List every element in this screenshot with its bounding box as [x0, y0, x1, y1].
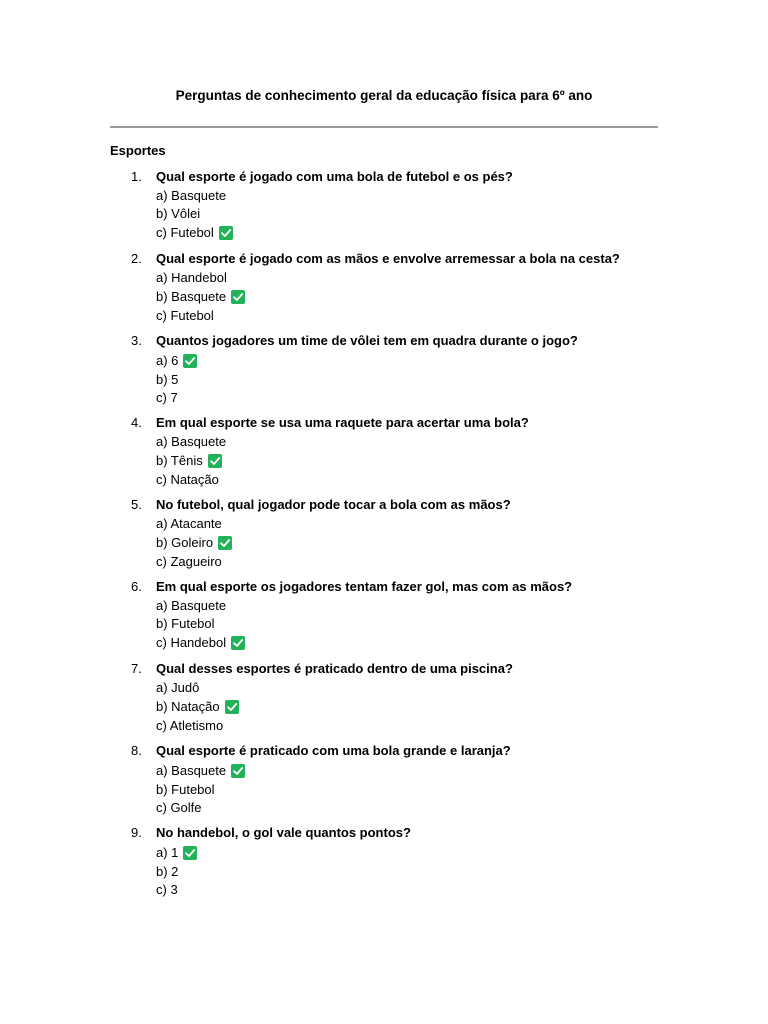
answer-option [156, 351, 197, 371]
answer-option-label: a) Handebol [156, 270, 227, 285]
answer-option [156, 371, 197, 389]
question-number: 7. [131, 661, 142, 676]
answer-option-label: b) Futebol [156, 782, 215, 797]
answer-option-label: b) Futebol [156, 616, 215, 631]
question-list [0, 168, 768, 906]
answer-option [156, 287, 245, 307]
question-number: 9. [131, 825, 142, 840]
answer-option [156, 697, 239, 717]
answer-option-label: a) Basquete [156, 434, 227, 449]
answer-options [156, 515, 232, 571]
question-item [0, 660, 768, 742]
answer-option [156, 307, 245, 325]
answer-option-label: b) 5 [156, 372, 179, 387]
answer-option [156, 515, 232, 533]
answer-option-label: b) Goleiro [156, 535, 214, 550]
answer-option [156, 863, 197, 881]
answer-option-label: b) Natação [156, 699, 220, 714]
question-text: No futebol, qual jogador pode tocar a bola com as mãos? [156, 497, 511, 512]
answer-options [156, 187, 233, 243]
answer-option [156, 679, 239, 697]
section-heading: Esportes [110, 143, 166, 158]
answer-options [156, 843, 197, 899]
answer-option-label: c) Atletismo [156, 718, 224, 733]
question-number: 5. [131, 497, 142, 512]
question-number: 1. [131, 169, 142, 184]
answer-option-label: a) 1 [156, 845, 179, 860]
answer-option-label: b) Basquete [156, 289, 227, 304]
answer-option [156, 615, 245, 633]
answer-option-label: a) 6 [156, 353, 179, 368]
answer-option [156, 781, 245, 799]
answer-option [156, 223, 233, 243]
check-mark-icon [231, 290, 245, 304]
answer-option [156, 269, 245, 287]
check-mark-icon [208, 454, 222, 468]
answer-option-label: b) Vôlei [156, 206, 201, 221]
check-mark-icon [183, 846, 197, 860]
answer-option [156, 205, 233, 223]
question-text: Qual desses esportes é praticado dentro de uma piscina? [156, 661, 513, 676]
question-text: Em qual esporte se usa uma raquete para acertar uma bola? [156, 415, 529, 430]
check-mark-icon [231, 636, 245, 650]
question-text: Quantos jogadores um time de vôlei tem em quadra durante o jogo? [156, 333, 578, 348]
answer-option-label: a) Basquete [156, 188, 227, 203]
answer-option [156, 761, 245, 781]
answer-option-label: c) Futebol [156, 308, 214, 323]
answer-option [156, 533, 232, 553]
question-number: 3. [131, 333, 142, 348]
answer-options [156, 269, 245, 325]
answer-option-label: c) Golfe [156, 800, 202, 815]
answer-option-label: a) Atacante [156, 516, 222, 531]
question-number: 2. [131, 251, 142, 266]
answer-options [156, 761, 245, 817]
question-text: Em qual esporte os jogadores tentam fazer gol, mas com as mãos? [156, 579, 573, 594]
question-item [0, 250, 768, 332]
answer-option [156, 471, 226, 489]
answer-option-label: a) Judô [156, 680, 200, 695]
answer-option [156, 389, 197, 407]
answer-option-label: c) Zagueiro [156, 554, 222, 569]
question-item [0, 742, 768, 824]
answer-option [156, 799, 245, 817]
answer-option [156, 597, 245, 615]
check-mark-icon [219, 226, 233, 240]
title-divider [110, 126, 658, 128]
question-item [0, 578, 768, 660]
answer-options [156, 351, 197, 407]
question-item [0, 824, 768, 906]
question-number: 6. [131, 579, 142, 594]
answer-options [156, 597, 245, 653]
answer-option [156, 843, 197, 863]
answer-option-label: c) 3 [156, 882, 178, 897]
question-item [0, 168, 768, 250]
answer-option-label: a) Basquete [156, 598, 227, 613]
question-text: Qual esporte é praticado com uma bola grande e laranja? [156, 743, 511, 758]
answer-option [156, 717, 239, 735]
question-text: No handebol, o gol vale quantos pontos? [156, 825, 411, 840]
answer-option-label: c) Natação [156, 472, 219, 487]
answer-option [156, 433, 226, 451]
answer-option-label: b) 2 [156, 864, 179, 879]
answer-option [156, 187, 233, 205]
question-number: 4. [131, 415, 142, 430]
answer-option [156, 881, 197, 899]
answer-option [156, 553, 232, 571]
question-item [0, 496, 768, 578]
document-title: Perguntas de conhecimento geral da educação física para 6º ano [175, 88, 593, 103]
answer-option [156, 633, 245, 653]
answer-option-label: c) Futebol [156, 225, 214, 240]
answer-option-label: c) Handebol [156, 635, 227, 650]
answer-options [156, 433, 226, 489]
answer-option-label: b) Tênis [156, 453, 203, 468]
question-item [0, 414, 768, 496]
check-mark-icon [231, 764, 245, 778]
answer-option-label: c) 7 [156, 390, 178, 405]
question-text: Qual esporte é jogado com uma bola de futebol e os pés? [156, 169, 513, 184]
answer-options [156, 679, 239, 735]
question-item [0, 332, 768, 414]
check-mark-icon [225, 700, 239, 714]
check-mark-icon [183, 354, 197, 368]
answer-option [156, 451, 226, 471]
question-number: 8. [131, 743, 142, 758]
check-mark-icon [218, 536, 232, 550]
question-text: Qual esporte é jogado com as mãos e envolve arremessar a bola na cesta? [156, 251, 620, 266]
answer-option-label: a) Basquete [156, 763, 227, 778]
